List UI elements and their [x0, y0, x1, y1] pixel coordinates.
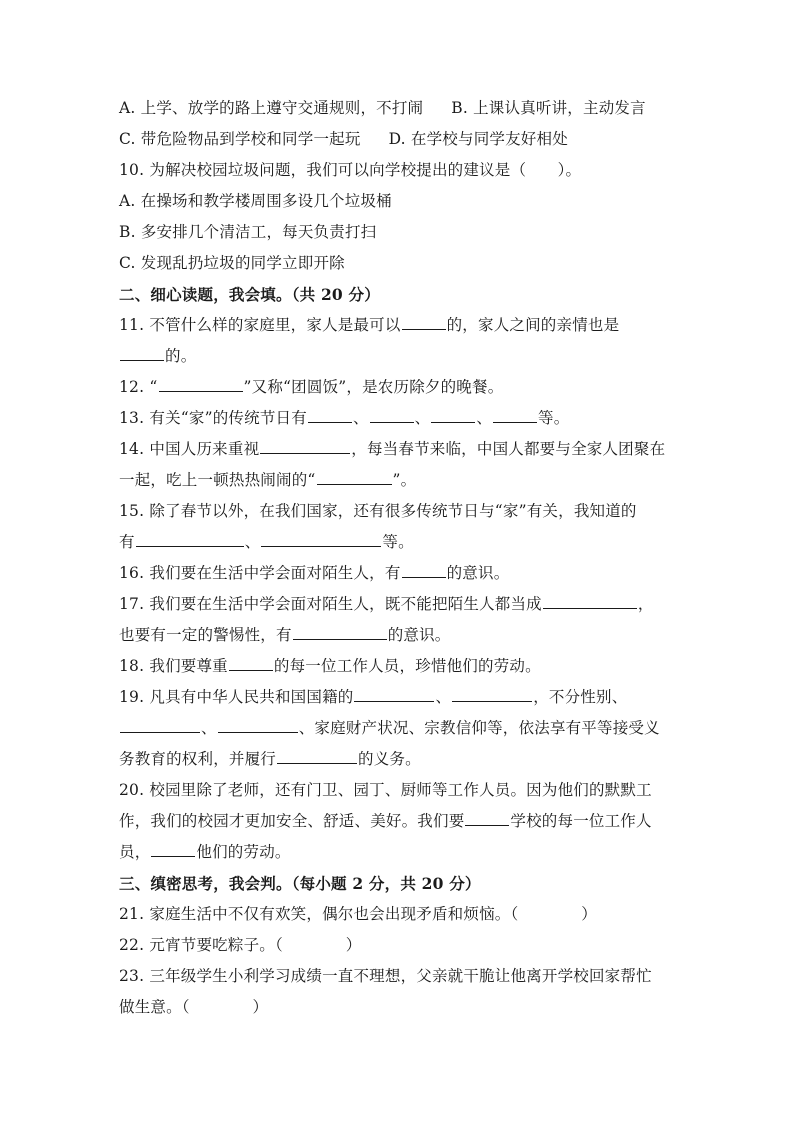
q9-option-b: B. 上课认真听讲，主动发言 [451, 99, 646, 117]
q20-line-3 [119, 837, 681, 868]
q13-blank-2[interactable] [370, 407, 414, 423]
q15-blank-1[interactable] [136, 531, 244, 547]
q18-line [119, 651, 681, 682]
q13-blank-4[interactable] [493, 407, 537, 423]
q19-text-6: 务教育的权利，并履行 [119, 750, 277, 768]
q9-options-cd [119, 124, 681, 155]
q17-text-1: 17. 我们要在生活中学会面对陌生人，既不能把陌生人都当成 [119, 595, 542, 613]
q14-line-1 [119, 434, 681, 465]
q11-blank-2[interactable] [120, 345, 164, 361]
q13-sep-2: 、 [414, 409, 431, 427]
q19-text-3: ，不分性别、 [533, 688, 628, 706]
q18-blank[interactable] [229, 655, 273, 671]
q20-blank-2[interactable] [151, 841, 195, 857]
q23-line-1: 23. 三年级学生小利学习成绩一直不理想，父亲就干脆让他离开学校回家帮忙 [119, 967, 652, 985]
q14-text-4: ”。 [392, 471, 417, 489]
q12-line [119, 372, 681, 403]
q13-sep-3: 、 [476, 409, 493, 427]
q11-line-2 [119, 341, 681, 372]
q10-option-b: B. 多安排几个清洁工，每天负责打扫 [119, 223, 377, 241]
q15-blank-2[interactable] [261, 531, 381, 547]
q15-line-2 [119, 527, 681, 558]
q17-line-2 [119, 620, 681, 651]
q17-text-4: 的意识。 [387, 626, 451, 644]
q23-line-2: 做生意。（ ） [119, 998, 269, 1016]
q15-text-2: 有 [119, 533, 135, 551]
q10-stem: 10. 为解决校园垃圾问题，我们可以向学校提出的建议是（ ）。 [119, 161, 582, 179]
q13-sep-1: 、 [352, 409, 369, 427]
q13-line [119, 403, 681, 434]
q11-line-1 [119, 310, 681, 341]
q10-option-c: C. 发现乱扔垃圾的同学立即开除 [119, 254, 345, 272]
q18-text-1: 18. 我们要尊重 [119, 657, 228, 675]
q20-blank-1[interactable] [465, 810, 509, 826]
q20-line-1: 20. 校园里除了老师，还有门卫、园丁、厨师等工作人员。因为他们的默默工 [119, 781, 652, 799]
q9-option-c: C. 带危险物品到学校和同学一起玩 [119, 130, 361, 148]
q19-line-3 [119, 744, 681, 775]
q19-line-2 [119, 713, 681, 744]
exam-page [119, 93, 681, 1023]
q19-blank-3[interactable] [120, 717, 200, 733]
q22-line: 22. 元宵节要吃粽子。（ ） [119, 936, 362, 954]
q17-blank-1[interactable] [543, 593, 637, 609]
q19-blank-2[interactable] [452, 686, 532, 702]
q19-text-1: 19. 凡具有中华人民共和国国籍的 [119, 688, 354, 706]
q19-line-1 [119, 682, 681, 713]
q16-blank[interactable] [402, 562, 446, 578]
q20-text-4: 员， [119, 843, 151, 861]
q9-option-d: D. 在学校与同学友好相处 [388, 130, 568, 148]
q10-option-a: A. 在操场和教学楼周围多设几个垃圾桶 [119, 192, 392, 210]
q13-end: 等。 [538, 409, 570, 427]
q9-options-ab [119, 93, 681, 124]
q17-text-2: ， [637, 595, 654, 613]
q18-text-2: 的每一位工作人员，珍惜他们的劳动。 [273, 657, 541, 675]
q19-text-4: 、 [201, 719, 217, 737]
q14-text-3: 一起，吃上一顿热热闹闹的“ [119, 471, 316, 489]
q12-text-2: ”又称“团圆饭”，是农历除夕的晚餐。 [243, 378, 504, 396]
q15-line-1: 15. 除了春节以外，在我们国家，还有很多传统节日与“家”有关，我知道的 [119, 502, 637, 520]
q14-blank-1[interactable] [260, 438, 350, 454]
q14-text-1: 14. 中国人历来重视 [119, 440, 260, 458]
q14-text-2: ，每当春节来临，中国人都要与全家人团聚在 [351, 440, 666, 458]
q19-text-5: 、家庭财产状况、宗教信仰等，依法享有平等接受义 [298, 719, 660, 737]
q15-text-3: 、 [244, 533, 261, 551]
section-2-heading: 二、细心读题，我会填。（共 20 分） [119, 285, 380, 304]
q12-text-1: 12. “ [119, 378, 158, 396]
q13-blank-1[interactable] [308, 407, 352, 423]
q20-text-3: 学校的每一位工作人 [510, 812, 652, 830]
q20-text-2: 作，我们的校园才更加安全、舒适、美好。我们要 [119, 812, 465, 830]
q19-blank-4[interactable] [218, 717, 298, 733]
q13-blank-3[interactable] [431, 407, 475, 423]
q16-line [119, 558, 681, 589]
q20-line-2 [119, 806, 681, 837]
q19-text-2: 、 [435, 688, 452, 706]
q11-blank-1[interactable] [402, 314, 446, 330]
q21-line: 21. 家庭生活中不仅有欢笑，偶尔也会出现矛盾和烦恼。（ ） [119, 905, 597, 923]
q12-blank[interactable] [159, 376, 243, 392]
q19-text-7: 的义务。 [358, 750, 421, 768]
q11-text-1: 11. 不管什么样的家庭里，家人是最可以 [119, 316, 401, 334]
q13-text-1: 13. 有关“家”的传统节日有 [119, 409, 307, 427]
q11-text-3: 的。 [165, 347, 197, 365]
q19-blank-5[interactable] [277, 748, 357, 764]
section-3-heading: 三、缜密思考，我会判。（每小题 2 分，共 20 分） [119, 874, 481, 893]
q14-blank-2[interactable] [317, 469, 392, 485]
q9-option-a: A. 上学、放学的路上遵守交通规则，不打闹 [119, 99, 424, 117]
q16-text-1: 16. 我们要在生活中学会面对陌生人，有 [119, 564, 401, 582]
q16-text-2: 的意识。 [446, 564, 510, 582]
q20-text-5: 他们的劳动。 [196, 843, 291, 861]
q17-text-3: 也要有一定的警惕性，有 [119, 626, 292, 644]
q17-blank-2[interactable] [293, 624, 387, 640]
q17-line-1 [119, 589, 681, 620]
q11-text-2: 的，家人之间的亲情也是 [446, 316, 620, 334]
q19-blank-1[interactable] [354, 686, 434, 702]
q15-text-4: 等。 [382, 533, 414, 551]
q14-line-2 [119, 465, 681, 496]
